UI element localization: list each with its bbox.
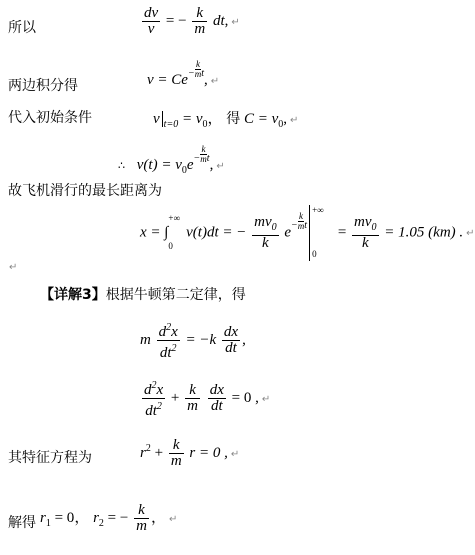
- equation-4: ∴ $v(t) = v_0e-$ $\frac{k}{m}$ t, ↵: [118, 144, 225, 176]
- return-mark-icon: ↵: [168, 513, 178, 525]
- return-mark-icon: ↵: [230, 448, 240, 460]
- equation-7: $\frac{d^2x}{dt^2}$ + $\frac{k}{m}$ $\frac{dx}{dt}$ = 0 , ↵: [144, 380, 271, 419]
- label-gu: 故飞机滑行的最长距离为: [8, 183, 162, 199]
- label-dairu: 代入初始条件: [8, 110, 92, 126]
- label-xiangjie: 【详解3】根据牛顿第二定律，得: [40, 287, 246, 303]
- return-mark-icon: ↵: [466, 228, 475, 240]
- equation-8: $r^2$ + $\frac{k}{m}$ r = 0 , ↵: [140, 437, 240, 469]
- return-mark-icon: ↵: [231, 16, 240, 28]
- label-suoyi: 所以: [8, 20, 36, 36]
- label-tezheng: 其特征方程为: [8, 450, 92, 466]
- equation-5: x = ∫ +∞ 0 v(t)dt = − $\frac{mv_0}{k}$ e− $\frac{k}{m}$ t +∞ 0 = $\frac{mv_0}{k}$ = 1.05 (km) . ↵: [140, 205, 475, 259]
- return-mark-icon: ↵: [9, 262, 18, 273]
- return-mark-icon: ↵: [216, 161, 225, 172]
- return-mark-icon: ↵: [290, 115, 299, 126]
- return-mark-icon: ↵: [210, 76, 220, 87]
- equation-3: v $_{t=0} = v_0$， 得 $C = v_0$, ↵: [153, 111, 299, 130]
- label-liangbian: 两边积分得: [8, 78, 78, 94]
- equation-6: m $\frac{d^2x}{dt^2}$ = −k $\frac{dx}{dt}$ ,: [140, 322, 246, 361]
- equation-1: $\frac{dv}{v}$ = − $\frac{k}{m}$ dt, ↵: [144, 5, 240, 37]
- return-mark-icon: ↵: [261, 393, 271, 405]
- equation-2: v = Ce− $\frac{k}{m}$ t, ↵: [147, 59, 220, 88]
- label-jiede: 解得: [8, 515, 36, 531]
- equation-9: $r_1 = 0$， $r_2$ = − $\frac{k}{m}$ ， ↵: [40, 502, 178, 534]
